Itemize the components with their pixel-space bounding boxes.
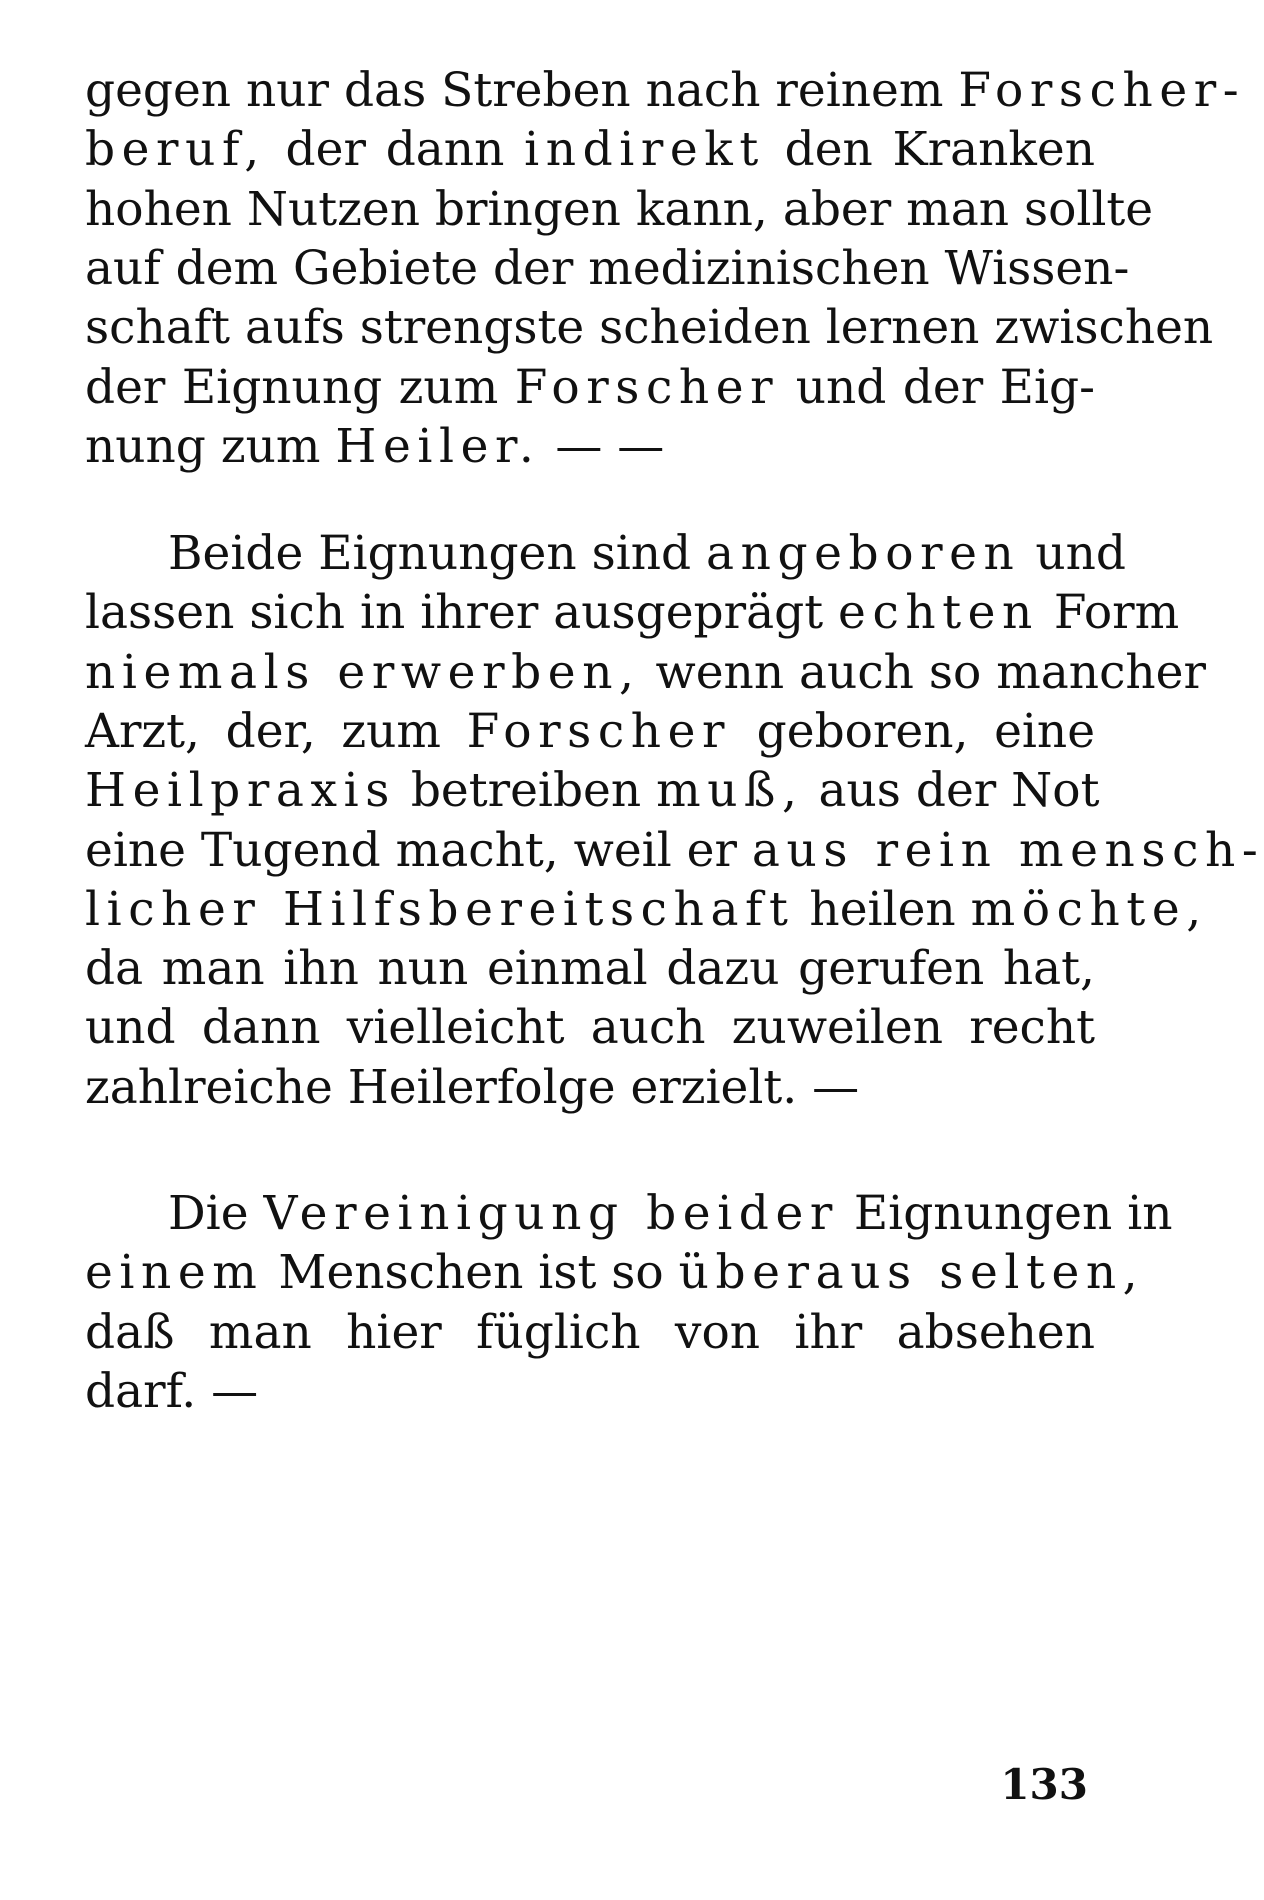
text-run: und der Eig- bbox=[779, 359, 1095, 415]
text-run: da man ihn nun einmal dazu gerufen hat, bbox=[85, 941, 1095, 997]
text-run: Die bbox=[168, 1186, 264, 1241]
text-run: auf dem Gebiete der medizinischen Wissen- bbox=[85, 240, 1130, 296]
spaced-emphasis: Forscher- bbox=[958, 63, 1246, 118]
text-run: daß man hier füglich von ihr absehen bbox=[85, 1304, 1095, 1360]
spaced-emphasis: Heilpraxis bbox=[85, 763, 396, 819]
text-run: wenn auch so mancher bbox=[640, 644, 1206, 700]
text-run: eine Tugend macht, weil er bbox=[85, 822, 752, 878]
text-run: aus der Not bbox=[803, 763, 1100, 819]
text-run: geboren, eine bbox=[731, 703, 1096, 759]
text-run: lassen sich in ihrer ausgeprägt bbox=[85, 585, 839, 641]
text-run: Beide Eignungen sind bbox=[168, 526, 707, 581]
text-run: hohen Nutzen bringen kann, aber man sollte bbox=[85, 181, 1154, 237]
text-run: der Eignung zum bbox=[85, 359, 515, 415]
text-run: Arzt, der, zum bbox=[85, 703, 467, 759]
spaced-emphasis: Vereinigung beider bbox=[263, 1186, 839, 1241]
spaced-emphasis: möchte, bbox=[970, 881, 1208, 937]
spaced-emphasis: einem bbox=[85, 1245, 264, 1301]
text-run: Menschen ist so bbox=[263, 1245, 679, 1301]
text-run: der dann bbox=[265, 122, 525, 178]
spaced-emphasis: indirekt bbox=[524, 122, 765, 178]
text-run: zahlreiche Heilerfolge erzielt. — bbox=[85, 1059, 860, 1115]
text-run: und dann vielleicht auch zuweilen recht bbox=[85, 1000, 1095, 1056]
text-run: Form bbox=[1038, 585, 1180, 641]
text-run: gegen nur das Streben nach reinem bbox=[85, 63, 959, 118]
spaced-emphasis: Forscher bbox=[466, 703, 732, 759]
spaced-emphasis: niemals erwerben, bbox=[85, 644, 641, 700]
spaced-emphasis: Forscher bbox=[514, 359, 780, 415]
text-run: heilen bbox=[794, 881, 971, 937]
spaced-emphasis: aus rein mensch- bbox=[751, 822, 1264, 878]
text-run: — — bbox=[540, 418, 665, 474]
text-run: nung zum bbox=[85, 418, 336, 474]
spaced-emphasis: angeboren bbox=[706, 526, 1021, 581]
spaced-emphasis: Heiler. bbox=[335, 418, 541, 474]
text-line bbox=[85, 1052, 1095, 1124]
text-run: schaft aufs strengste scheiden lernen zwischen bbox=[85, 300, 1214, 356]
text-run: betreiben bbox=[395, 763, 657, 819]
text-line bbox=[85, 1356, 1095, 1428]
text-run: und bbox=[1020, 526, 1126, 581]
text-run: den Kranken bbox=[764, 122, 1095, 178]
text-run: darf. — bbox=[85, 1363, 259, 1419]
spaced-emphasis: beruf, bbox=[85, 122, 266, 178]
text-line bbox=[85, 411, 1095, 483]
page-number: 133 bbox=[1000, 1760, 1088, 1809]
spaced-emphasis: licher Hilfsbereitschaft bbox=[85, 881, 795, 937]
spaced-emphasis: echten bbox=[838, 585, 1039, 641]
spaced-emphasis: muß, bbox=[656, 763, 804, 819]
text-run: Eignungen in bbox=[838, 1186, 1173, 1241]
spaced-emphasis: überaus selten, bbox=[678, 1245, 1145, 1301]
